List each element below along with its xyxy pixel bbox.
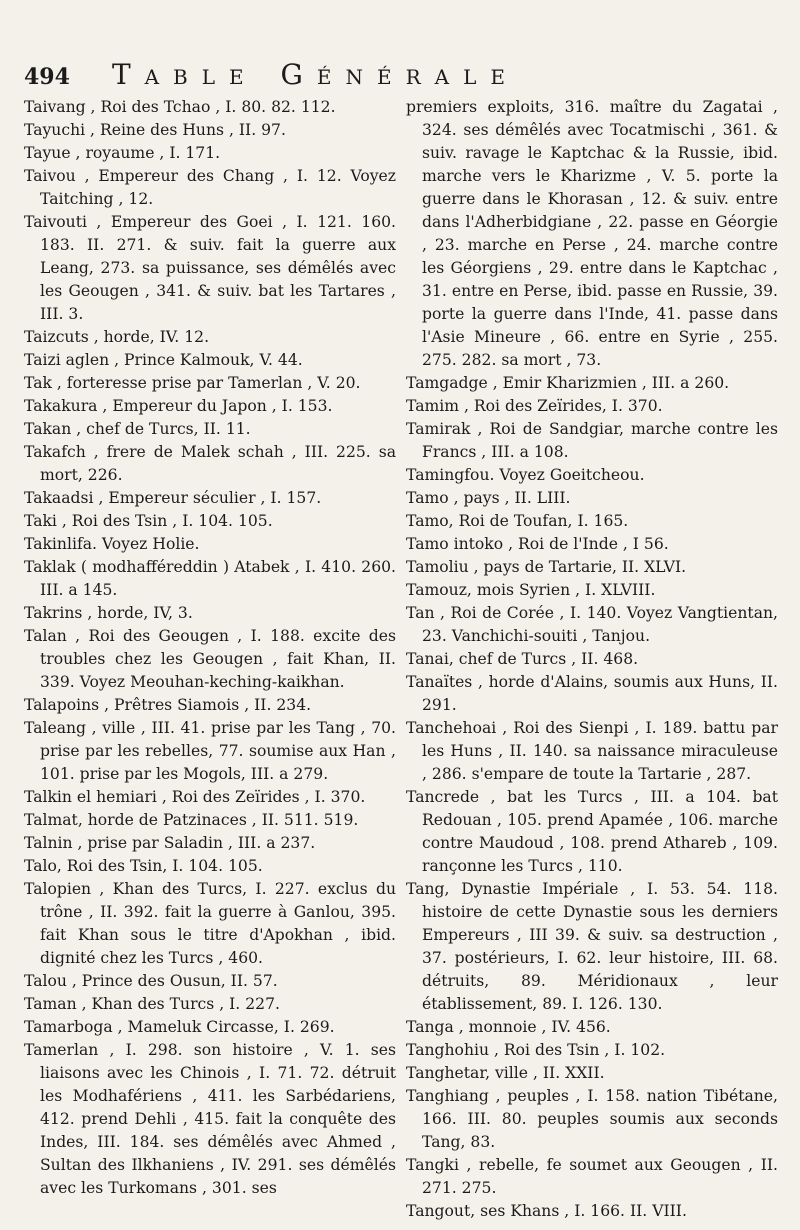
index-entry: Tan , Roi de Corée , I. 140. Voyez Vangtientan, 23. Vanchichi-souiti , Tanjou. — [406, 604, 778, 645]
index-entry: Takan , chef de Turcs, II. 11. — [24, 420, 251, 438]
index-entry: Tanchehoai , Roi des Sienpi , I. 189. battu par les Huns , II. 140. sa naissance miraculeuse , 286. s'empare de toute la Tartarie , 287. — [406, 719, 778, 783]
left-index-column — [24, 96, 396, 1206]
index-entry: Talapoins , Prêtres Siamois , II. 234. — [24, 696, 312, 714]
index-entry: Takinlifa. Voyez Holie. — [24, 535, 200, 553]
index-entry: Tamoliu , pays de Tartarie, II. XLVI. — [406, 558, 687, 576]
index-entry: Talan , Roi des Geougen , I. 188. excite des troubles chez les Geougen , fait Khan, II. 339. Voyez Meouhan-keching-kaikhan. — [24, 627, 396, 691]
index-entry: Tanaïtes , horde d'Alains, soumis aux Huns, II. 291. — [406, 673, 778, 714]
index-entry: Tamingfou. Voyez Goeitcheou. — [406, 466, 645, 484]
index-entry: Tangout, ses Khans , I. 166. II. VIII. — [406, 1202, 687, 1220]
index-entry: Talopien , Khan des Turcs, I. 227. exclus du trône , II. 392. fait la guerre à Ganlou, 395. fait Khan sous le titre d'Apokhan , ibid. dignité chez les Turcs , 460. — [24, 880, 396, 967]
page-header — [24, 58, 784, 94]
index-entry: Tanghiang , peuples , I. 158. nation Tibétane, 166. III. 80. peuples soumis aux seconds Tang, 83. — [406, 1087, 778, 1151]
index-entry: Tangki , rebelle, fe soumet aux Geougen , II. 271. 275. — [406, 1156, 778, 1197]
page-number: 494 — [24, 64, 70, 90]
index-entry: Tanai, chef de Turcs , II. 468. — [406, 650, 639, 668]
index-entry: Tayue , royaume , I. 171. — [24, 144, 221, 162]
index-entry: Taivang , Roi des Tchao , I. 80. 82. 112. — [24, 98, 336, 116]
index-entry: Tamirak , Roi de Sandgiar, marche contre les Francs , III. a 108. — [406, 420, 778, 461]
index-entry: Takakura , Empereur du Japon , I. 153. — [24, 397, 333, 415]
running-title: Table Générale — [111, 58, 519, 91]
index-entry: Taleang , ville , III. 41. prise par les Tang , 70. prise par les rebelles, 77. soumise aux Han , 101. prise par les Mogols, III. a 279. — [24, 719, 396, 783]
index-entry: Tamim , Roi des Zeïrides, I. 370. — [406, 397, 663, 415]
index-entry: Tamgadge , Emir Kharizmien , III. a 260. — [406, 374, 730, 392]
index-entry: Tamerlan , I. 298. son histoire , V. 1. ses liaisons avec les Chinois , I. 71. 72. détruit les Modhafériens , 411. les Sarbédariens, 412. prend Dehli , 415. fait la conquête des Indes, III. 184. ses démêlés avec Ahmed , Sultan des Ilkhaniens , IV. 291. ses démêlés avec les Turkomans , 301. ses — [24, 1041, 396, 1197]
index-entry: Takaadsi , Empereur séculier , I. 157. — [24, 489, 322, 507]
index-entry: Taizi aglen , Prince Kalmouk, V. 44. — [24, 351, 303, 369]
index-entry: Talkin el hemiari , Roi des Zeïrides , I. 370. — [24, 788, 366, 806]
index-entry: Taivouti , Empereur des Goei , I. 121. 160. 183. II. 271. & suiv. fait la guerre aux Leang, 273. sa puissance, ses démêlés avec les Geougen , 341. & suiv. bat les Tartares , III. 3. — [24, 213, 396, 323]
index-entry: Taizcuts , horde, IV. 12. — [24, 328, 210, 346]
index-entry: Taklak ( modhafféreddin ) Atabek , I. 410. 260. III. a 145. — [24, 558, 396, 599]
index-entry: Takrins , horde, IV, 3. — [24, 604, 193, 622]
index-entry: Talo, Roi des Tsin, I. 104. 105. — [24, 857, 263, 875]
index-entry: Tamarboga , Mameluk Circasse, I. 269. — [24, 1018, 335, 1036]
index-entry: Tang, Dynastie Impériale , I. 53. 54. 118. histoire de cette Dynastie sous les derniers Empereurs , III 39. & suiv. sa destruction , 37. postérieurs, I. 62. leur histoire, III. 68. détruits, 89. Méridionaux , leur établissement, 89. I. 126. 130. — [406, 880, 778, 1013]
index-entry: Tamo , pays , II. LIII. — [406, 489, 571, 507]
index-entry: Talou , Prince des Ousun, II. 57. — [24, 972, 278, 990]
index-entry: Talnin , prise par Saladin , III. a 237. — [24, 834, 316, 852]
index-entry: Taivou , Empereur des Chang , I. 12. Voyez Taitching , 12. — [24, 167, 396, 208]
index-entry: Tamouz, mois Syrien , I. XLVIII. — [406, 581, 656, 599]
index-entry: Taman , Khan des Turcs , I. 227. — [24, 995, 280, 1013]
index-entry: Tancrede , bat les Turcs , III. a 104. bat Redouan , 105. prend Apamée , 106. marche contre Maudoud , 108. prend Athareb , 109. rançonne les Turcs , 110. — [406, 788, 778, 875]
index-entry: Taki , Roi des Tsin , I. 104. 105. — [24, 512, 273, 530]
index-entry: Tak , forteresse prise par Tamerlan , V. 20. — [24, 374, 361, 392]
index-entry: Tamo intoko , Roi de l'Inde , I 56. — [406, 535, 669, 553]
index-entry: Tanga , monnoie , IV. 456. — [406, 1018, 611, 1036]
right-index-column — [406, 96, 778, 1220]
index-entry: Tamo, Roi de Toufan, I. 165. — [406, 512, 629, 530]
index-entry: premiers exploits, 316. maître du Zagatai , 324. ses démêlés avec Tocatmischi , 361. & suiv. ravage le Kaptchac & la Russie, ibid. marche vers le Kharizme , V. 5. porte la guerre dans le Khorasan , 12. & suiv. entre dans l'Adherbidgiane , 22. passe en Géorgie , 23. marche en Perse , 24. marche contre les Géorgiens , 29. entre dans le Kaptchac , 31. entre en Perse, ibid. passe en Russie, 39. porte la guerre dans l'Inde, 41. passe dans l'Asie Mineure , 66. entre en Syrie , 255. 275. 282. sa mort , 73. — [406, 98, 778, 369]
index-entry: Takafch , frere de Malek schah , III. 225. sa mort, 226. — [24, 443, 396, 484]
index-entry: Tanghohiu , Roi des Tsin , I. 102. — [406, 1041, 666, 1059]
index-entry: Tanghetar, ville , II. XXII. — [406, 1064, 605, 1082]
index-entry: Talmat, horde de Patzinaces , II. 511. 519. — [24, 811, 359, 829]
index-entry: Tayuchi , Reine des Huns , II. 97. — [24, 121, 286, 139]
